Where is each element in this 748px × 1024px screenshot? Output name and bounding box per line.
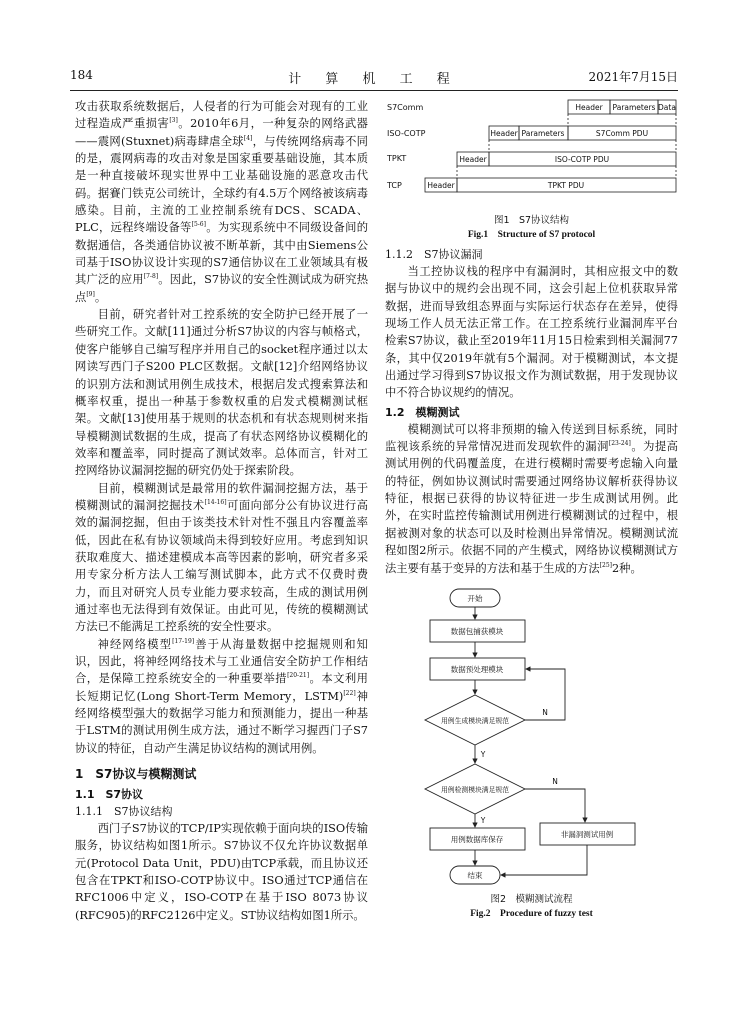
flow-preprocess-label: 数据预处理模块 — [450, 664, 504, 674]
figure-1 — [385, 98, 678, 240]
flow-capture-label: 数据包捕获模块 — [450, 626, 504, 636]
cell-text: Parameters — [521, 129, 565, 138]
page-number: 184 — [70, 68, 93, 82]
row-label-iso-cotp: ISO-COTP — [387, 129, 426, 138]
figure-2-caption-en: Fig.2 Procedure of fuzzy test — [470, 908, 593, 919]
flow-no-2: N — [552, 776, 558, 786]
cell-text: TPKT PDU — [547, 181, 585, 190]
paragraph-s7-vulnerabilities: 当工控协议栈的程序中有漏洞时，其相应报文中的数据与协议中的规约会出现不同，这会引起上位机获取异常数据，进而导致组态界面与实际运行状态存在差异，使得现场工作人员无法正常工作。在工控系统行业漏洞库平台检索S7协议，截止至2019年11月15日检索到相关漏洞77条，其中仅2019年就有5个漏洞。对于模糊测试，本文提出通过学习得到S7协议报文作为测试数据，用于发现协议中不符合协议规约的情况。 — [385, 265, 678, 400]
paragraph-neural-network: 神经网络模型[17-19]善于从海量数据中挖掘规则和知识，因此，将神经网络技术与工业通信安全防护工作相结合，是保障工控系统安全的一种重要举措[20-21]。本文利用长短期记忆(Long Short-Term Memory，LSTM)[22]神经网络模型强大的数据学习能力和预测能力，提出一种基于LSTM的测试用例生成方法，通过不断学习握西门子S7协议的特征，自动产生满足协议结构的测试用例。 — [75, 637, 368, 755]
paragraph-fuzzy-testing: 模糊测试可以将非预期的输入传送到目标系统，同时监视该系统的异常情况进而发现软件的漏洞[23-24]。为提高测试用例的代码覆盖度，在进行模糊时需要考虑输入向量的特征，例如协议测试时需要通过网络协议解析获得协议特征，根据已获得的协议特征进一步生成测试用例。此外，在实时监控传输测试用例进行模糊测试的过程中，根据被测对象的状态可以及时检测出异常情况。模糊测试流程如图2所示。依据不同的产生模式，网络协议模糊测试方法主要有基于变异的方法和基于生成的方法[25]2种。 — [385, 422, 678, 575]
left-column — [75, 98, 368, 924]
flow-start-label: 开始 — [467, 593, 483, 603]
paragraph-fuzzing: 目前，模糊测试是最常用的软件漏洞挖掘方法，基于模糊测试的漏洞挖掘技术[14-16]可面向部分公有协议进行高效的漏洞挖掘，但由于该类技术针对性不强且内容覆盖率低，因此在私有协议领域尚未得到较好应用。考虑到知识获取难度大、描述建模成本高等因素的影响，研究者多采用专家分析方法人工编写测试脚本，此方式不仅费时费力，而且对研究人员专业能力要求较高，生成的测试用例通过率也无法得到有效保证。由此可见，传统的模糊测试方法已不能满足工控系统的安全性要求。 — [75, 481, 368, 634]
cell-text: ISO-COTP PDU — [554, 155, 610, 164]
cell-text: S7Comm PDU — [595, 129, 649, 138]
cell-text: Header — [459, 155, 487, 164]
section-heading-1-1: 1.1 S7协议 — [75, 788, 144, 802]
flow-no-1: N — [542, 707, 548, 717]
flow-generate-label: 用例生成模块满足规范 — [441, 716, 509, 725]
figure-2-caption-cn: 图2 模糊测试流程 — [490, 893, 573, 905]
section-heading-1-1-1: 1.1.1 S7协议结构 — [75, 805, 173, 819]
section-heading-1: 1 S7协议与模糊测试 — [75, 767, 197, 782]
page-header — [70, 68, 678, 88]
cell-text: Parameters — [612, 103, 656, 112]
row-label-s7comm: S7Comm — [387, 103, 424, 112]
journal-title: 计 算 机 工 程 — [288, 72, 460, 87]
section-heading-1-2: 1.2 模糊测试 — [385, 405, 460, 419]
row-label-tcp: TCP — [387, 181, 402, 190]
fuzzy-test-flowchart — [385, 587, 678, 887]
header-rule — [70, 90, 678, 91]
section-heading-1-1-2: 1.1.2 S7协议漏洞 — [385, 248, 483, 261]
s7-protocol-structure-diagram — [385, 98, 678, 208]
flow-end-label: 结束 — [467, 870, 483, 880]
figure-1-caption-cn: 图1 S7协议结构 — [493, 215, 570, 226]
paragraph-related-work: 目前，研究者针对工控系统的安全防护已经开展了一些研究工作。文献[11]通过分析S7协议的内容与帧格式，使客户能够自己编写程序并用自己的socket程序通过以太网读写西门子S200 PLC区数据。文献[12]介绍网络协议的识别方法和测试用例生成技术，根据启发式搜索算法和概率权重，提出一种基于参数权重的启发式模糊测试框架。文献[13]使用基于规则的状态机和有状态规则树来指导模糊测试数据的生成，提高了有状态网络协议模糊化的效率和覆盖率，同时提高了测试效率。总体而言，针对工控网络协议漏洞挖掘的研究仍处于探索阶段。 — [75, 308, 368, 478]
row-label-tpkt: TPKT — [387, 154, 407, 163]
cell-text: Header — [575, 103, 603, 112]
figure-1-caption-en: Fig.1 Structure of S7 protocol — [467, 230, 596, 240]
cell-text: Header — [490, 129, 518, 138]
right-column — [385, 98, 678, 919]
paragraph-s7-structure: 西门子S7协议的TCP/IP实现依赖于面向块的ISO传输服务，协议结构如图1所示。S7协议不仅允许协议数据单元(Protocol Data Unit，PDU)由TCP承载，而且协议还包含在TPKT和ISO-COTP协议中。ISO通过TCP通信在RFC1006中定义，ISO-COTP在基于ISO 8073协议(RFC905)的RFC2126中定义。ST协议结构如图1所示。 — [75, 822, 368, 922]
figure-2 — [385, 587, 678, 919]
cell-text: Header — [427, 181, 455, 190]
flow-check-label: 用例检测模块满足规范 — [441, 785, 509, 794]
issue-date: 2021年7月15日 — [588, 70, 678, 84]
flow-nonvuln-label: 非漏洞测试用例 — [560, 829, 614, 839]
flow-yes-1: Y — [480, 749, 486, 759]
flow-save-label: 用例数据库保存 — [450, 834, 504, 844]
flow-yes-2: Y — [480, 815, 486, 825]
cell-text: Data — [658, 103, 676, 112]
paragraph-intro: 攻击获取系统数据后，人侵者的行为可能会对现有的工业过程造成严重损害[3]。2010年6月，一种复杂的网络武器——震网(Stuxnet)病毒肆虐全球[4]，与传统网络病毒不同的是，震网病毒的攻击对象是国家重要基础设施，其本质是一种直接破坏现实世界中工业基础设施的恶意攻击代码。据賽门铁克公司统计，全球约有4.5万个网络被该病毒感染。目前，主流的工业控制系统有DCS、SCADA、PLC，远程终端设备等[5-6]。为实现系统中不同级设备间的数据通信，各类通信协议被不断革新，其中由Siemens公司基于ISO协议设计实现的S7通信协议在工业领域具有极其广泛的应用[7-8]。因此，S7协议的安全性测试成为研究热点[9]。 — [75, 100, 368, 304]
